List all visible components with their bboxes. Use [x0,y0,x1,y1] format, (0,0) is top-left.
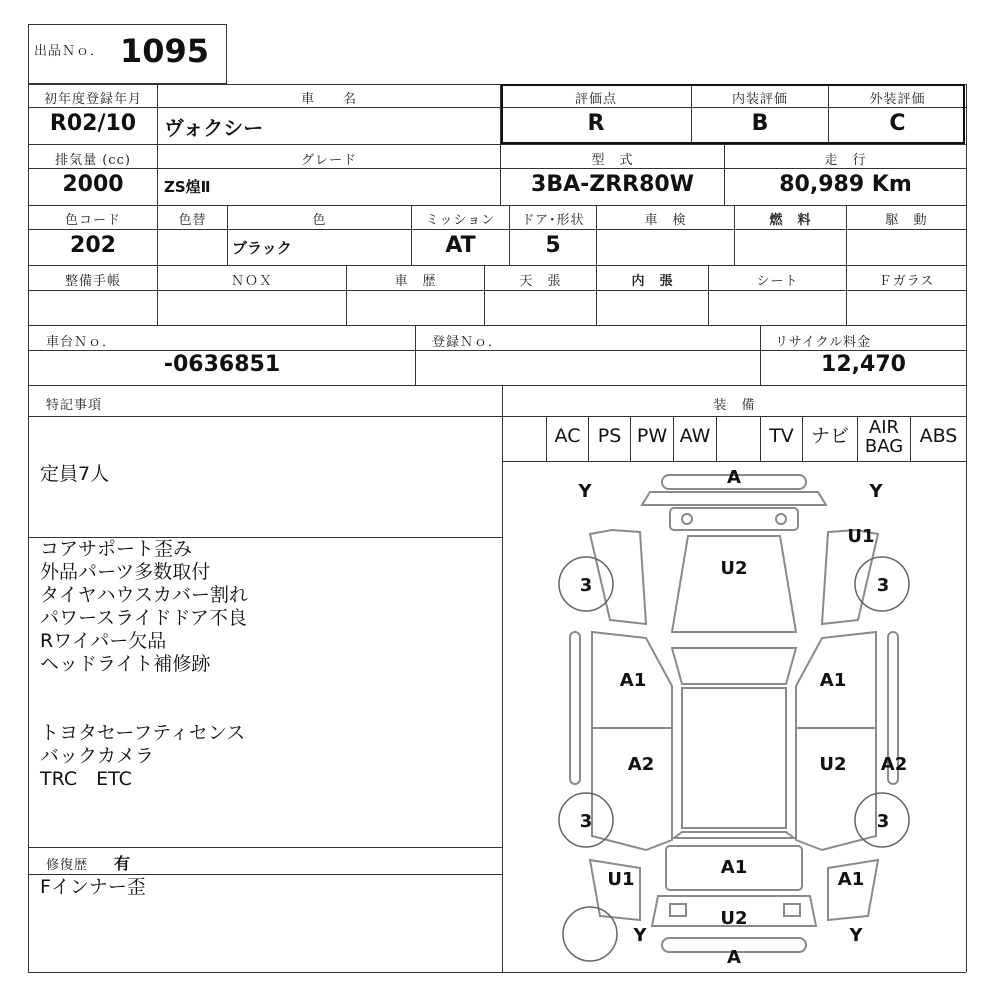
service-record-label: 整備手帳 [64,274,121,289]
transmission-label: ミッション [425,213,496,228]
capacity-note: 定員7人 [40,463,110,485]
headliner-label: 天 張 [519,274,562,289]
mileage-value: 80,989 Km [779,172,912,197]
color-label: 色 [312,213,327,228]
exterior-grade-label: 外装評価 [869,92,926,107]
transmission-value: AT [445,233,476,258]
inspection-label: 車 検 [644,213,687,228]
first-registration-value: R02/10 [49,111,137,136]
repaint-label: 色替 [178,213,207,228]
nox-label: ＮＯＸ [230,274,273,289]
mark-rear-left-quarter: U1 [607,869,635,890]
doors-label: ドア･形状 [521,213,585,228]
grade-value: ZS煌Ⅱ [164,178,211,196]
model-code-value: 3BA-ZRR80W [531,172,694,197]
mark-left-front-door: A1 [619,670,647,691]
recycle-fee-label: リサイクル料金 [775,335,872,350]
chassis-number-value: -0636851 [163,352,281,377]
mark-front-right-corner: Y [869,481,883,502]
equipment-ac: AC [554,425,581,447]
equipment-label: 装 備 [713,398,756,413]
mark-front-left-wheel: 3 [579,575,593,596]
spare-tire-icon [563,907,617,961]
recycle-fee-value: 12,470 [821,352,906,377]
car-damage-diagram [503,462,965,971]
interior-trim-label: 内 張 [631,274,674,289]
mark-right-rear-door: U2 [819,754,847,775]
displacement-label: 排気量 (cc) [55,153,131,168]
mark-right-front-fender: U1 [847,526,875,547]
equipment-pw: PW [636,425,668,447]
mark-front-right-wheel: 3 [876,575,890,596]
drive-label: 駆 動 [885,213,928,228]
equipment-abs: ABS [919,425,958,447]
mark-left-rear-door: A2 [627,754,655,775]
car-name-label: 車 名 [300,92,357,107]
displacement-value: 2000 [62,172,124,197]
windshield-label: Ｆガラス [878,274,935,289]
mark-front-bumper: A [727,467,741,488]
equipment-ps: PS [597,425,622,447]
mark-rear-left-corner: Y [633,925,647,946]
score-label: 評価点 [574,92,617,107]
doors-value: 5 [545,233,561,258]
color-code-value: 202 [70,233,116,258]
mark-rear-bottom: A [727,947,741,968]
mark-hood: U2 [720,558,748,579]
mark-rear-right-quarter: A1 [837,869,865,890]
equipment-airbag: AIR BAG [864,417,904,457]
mark-rear-right-wheel: 3 [876,811,890,832]
equipment-navi: ナビ [810,425,849,447]
interior-grade-value: B [751,111,769,136]
exterior-grade-value: C [889,111,906,136]
registration-number-label: 登録Ｎｏ． [432,335,503,350]
equipment-blank-1 [503,422,546,460]
equipment-aw: AW [679,425,711,447]
mark-right-front-door: A1 [819,670,847,691]
notes-label: 特記事項 [46,398,103,413]
lot-number-label: 出品Ｎｏ． [34,44,105,59]
mark-front-left-corner: Y [578,481,592,502]
remarks-list: コアサポート歪み 外品パーツ多数取付 タイヤハウスカバー割れ パワースライドドア不良 Rワイパー欠品 ヘッドライト補修跡 トヨタセーフティセンス バックカメラ TRC ETC [40,538,249,790]
history-label: 車 歴 [394,274,437,289]
equipment-blank-2 [717,422,760,460]
model-code-label: 型 式 [591,153,634,168]
mileage-label: 走 行 [824,153,867,168]
repair-detail: Fインナー歪 [40,876,146,898]
seat-label: シート [756,274,799,289]
equipment-tv: TV [769,425,794,447]
score-value: R [587,111,605,136]
fuel-label: 燃 料 [769,213,812,228]
mark-back-door: A1 [720,857,748,878]
color-value: ブラック [232,239,292,257]
repair-history-value: 有 [114,854,131,873]
color-code-label: 色コード [64,213,121,228]
interior-grade-label: 内装評価 [731,92,788,107]
mark-rear-right-corner: Y [849,925,863,946]
lot-number-value: 1095 [120,32,210,70]
mark-rear-bumper: U2 [720,908,748,929]
repair-history-label: 修復歴 [46,858,89,873]
mark-right-rear-quarter: A2 [880,754,908,775]
mark-rear-left-wheel: 3 [579,811,593,832]
chassis-number-label: 車台Ｎｏ． [46,335,117,350]
car-name-value: ヴォクシー [164,116,264,140]
first-registration-label: 初年度登録年月 [43,92,142,107]
grade-label: グレード [300,153,357,168]
